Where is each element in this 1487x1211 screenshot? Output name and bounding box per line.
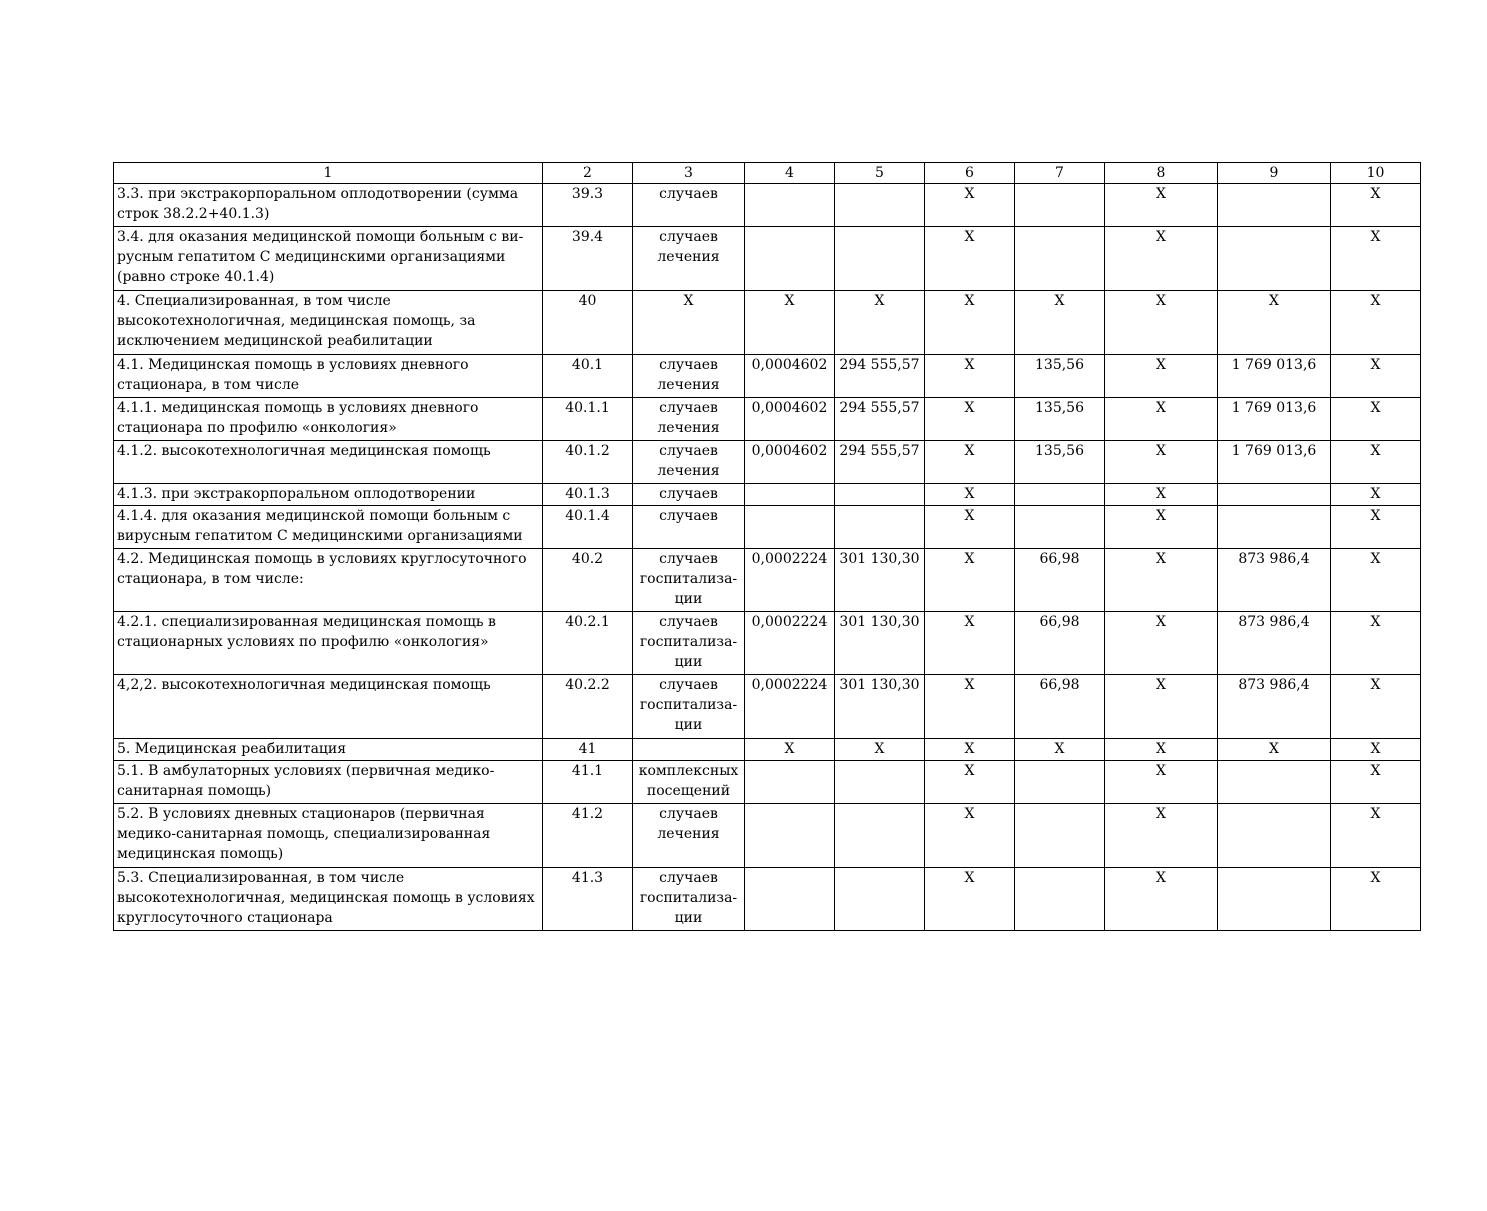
row-label-cell: 3.3. при экстракорпоральном оплодотворении (сумма строк 38.2.2+40.1.3) [114,184,543,227]
table-cell [1218,484,1331,506]
table-row [114,227,1421,291]
table-cell: Х [1218,739,1331,761]
table-cell: Х [1105,506,1218,549]
table-cell: 41.1 [543,761,633,804]
table-cell: 301 130,30 [835,612,925,675]
row-label-cell: 5. Медицинская реабилитация [114,739,543,761]
table-cell: Х [633,291,745,355]
table-cell: 40.2.1 [543,612,633,675]
table-cell: 0,0002224 [745,612,835,675]
table-cell: случаев лечения [633,804,745,868]
table-cell: Х [925,868,1015,931]
row-label-cell: 5.1. В амбулаторных условиях (первичная медико-санитарная помощь) [114,761,543,804]
table-cell [835,484,925,506]
table-cell [835,868,925,931]
row-label-cell: 4.2. Медицинская помощь в условиях круглосуточного стационара, в том числе: [114,549,543,612]
table-cell: случаев лечения [633,441,745,484]
table-row [114,355,1421,398]
table-cell: Х [1105,675,1218,739]
table-row [114,184,1421,227]
table-cell: случаев лечения [633,355,745,398]
table-cell: Х [1331,761,1421,804]
table-cell [745,868,835,931]
table-cell: Х [925,441,1015,484]
row-label-cell: 4.1.4. для оказания медицинской помощи больным с вирусным гепатитом С медицинскими организациями [114,506,543,549]
row-label-cell: 4,2,2. высокотехнологичная медицинская помощь [114,675,543,739]
table-cell: 301 130,30 [835,675,925,739]
table-cell [1015,804,1105,868]
table-cell: 41 [543,739,633,761]
table-cell: Х [925,549,1015,612]
table-cell [835,184,925,227]
table-cell: 1 769 013,6 [1218,398,1331,441]
table-cell: 135,56 [1015,441,1105,484]
table-cell: Х [1105,484,1218,506]
table-cell [745,484,835,506]
table-cell [1015,184,1105,227]
table-row [114,739,1421,761]
table-cell: случаев [633,506,745,549]
table-cell: Х [1105,355,1218,398]
table-cell: Х [1105,398,1218,441]
table-cell: 40.2.2 [543,675,633,739]
table-cell: Х [1331,355,1421,398]
table-cell: Х [745,739,835,761]
table-cell: Х [1331,549,1421,612]
table-cell [633,739,745,761]
table-cell: Х [1331,804,1421,868]
table-cell: случаев госпитализа-ции [633,675,745,739]
table-cell: 0,0004602 [745,398,835,441]
table-cell: Х [925,506,1015,549]
table-cell: 66,98 [1015,612,1105,675]
table-cell: Х [1331,484,1421,506]
table-cell: Х [925,291,1015,355]
table-cell [745,227,835,291]
table-cell: 135,56 [1015,398,1105,441]
table-cell [1015,868,1105,931]
table-cell: 0,0004602 [745,355,835,398]
table-cell: Х [925,227,1015,291]
table-cell: 40.1.4 [543,506,633,549]
table-cell: Х [1105,761,1218,804]
table-cell [1218,804,1331,868]
table-cell: Х [1331,612,1421,675]
table-cell: 294 555,57 [835,355,925,398]
table-row [114,398,1421,441]
table-cell: Х [1331,675,1421,739]
row-label-cell: 4.1. Медицинская помощь в условиях дневного стационара, в том числе [114,355,543,398]
table-cell [835,761,925,804]
table-cell: 873 986,4 [1218,549,1331,612]
table-cell: Х [1105,739,1218,761]
table-cell: 40 [543,291,633,355]
table-cell: Х [925,804,1015,868]
header-cell: 3 [633,163,745,184]
table-cell: Х [1105,184,1218,227]
table-cell: 40.1.1 [543,398,633,441]
table-cell [835,227,925,291]
table-cell: 0,0004602 [745,441,835,484]
table-cell: Х [1105,612,1218,675]
table-cell: Х [1218,291,1331,355]
table-row [114,484,1421,506]
header-cell: 9 [1218,163,1331,184]
table-cell: 66,98 [1015,675,1105,739]
table-cell: Х [745,291,835,355]
table-row [114,506,1421,549]
table-cell [745,184,835,227]
table-cell: Х [1331,398,1421,441]
table-row [114,675,1421,739]
table-cell: случаев [633,184,745,227]
table-cell: случаев госпитализа-ции [633,868,745,931]
header-cell: 7 [1015,163,1105,184]
table-cell: 135,56 [1015,355,1105,398]
table-cell [835,804,925,868]
table-cell [1015,227,1105,291]
row-label-cell: 3.4. для оказания медицинской помощи больным с ви-русным гепатитом С медицинскими организациями (равно строке 40.1.4) [114,227,543,291]
table-cell: Х [1015,739,1105,761]
table-cell [745,506,835,549]
table-row [114,804,1421,868]
table-cell [1218,184,1331,227]
table-cell: случаев госпитализа-ции [633,549,745,612]
table-cell: Х [1105,227,1218,291]
table-cell: Х [1331,227,1421,291]
table-cell: комплексных посещений [633,761,745,804]
table-cell: 294 555,57 [835,441,925,484]
header-cell: 6 [925,163,1015,184]
table-cell [1218,506,1331,549]
table-cell: Х [925,184,1015,227]
table-cell: Х [925,761,1015,804]
table-cell [1015,484,1105,506]
table-cell: 0,0002224 [745,675,835,739]
row-label-cell: 4.1.1. медицинская помощь в условиях дневного стационара по профилю «онкология» [114,398,543,441]
table-cell: Х [1331,868,1421,931]
table-row [114,549,1421,612]
table-cell: Х [925,675,1015,739]
table-cell: 39.3 [543,184,633,227]
table-cell: Х [1331,291,1421,355]
table-cell: 0,0002224 [745,549,835,612]
table-cell: Х [835,739,925,761]
table-cell: 40.1 [543,355,633,398]
table-cell: 1 769 013,6 [1218,441,1331,484]
table-cell: случаев лечения [633,398,745,441]
table-cell: 301 130,30 [835,549,925,612]
table-cell: Х [1015,291,1105,355]
table-cell: Х [925,484,1015,506]
table-row [114,761,1421,804]
header-cell: 1 [114,163,543,184]
header-cell: 4 [745,163,835,184]
table-cell [745,761,835,804]
table-cell: 873 986,4 [1218,612,1331,675]
table-cell: 40.1.2 [543,441,633,484]
table-cell: 39.4 [543,227,633,291]
table-cell: Х [925,355,1015,398]
table-cell: Х [925,398,1015,441]
header-cell: 10 [1331,163,1421,184]
table-cell [835,506,925,549]
table-cell: Х [1105,804,1218,868]
table-cell [1015,761,1105,804]
table-row [114,868,1421,931]
table-cell [1218,868,1331,931]
row-label-cell: 5.2. В условиях дневных стационаров (первичная медико-санитарная помощь, специализированная медицинская помощь) [114,804,543,868]
row-label-cell: 5.3. Специализированная, в том числе высокотехнологичная, медицинская помощь в условиях круглосуточного стационара [114,868,543,931]
table-cell: Х [925,739,1015,761]
data-table [113,162,1421,931]
header-cell: 8 [1105,163,1218,184]
row-label-cell: 4.1.2. высокотехнологичная медицинская помощь [114,441,543,484]
row-label-cell: 4.1.3. при экстракорпоральном оплодотворении [114,484,543,506]
table-cell: Х [1105,291,1218,355]
table-cell: 873 986,4 [1218,675,1331,739]
table-cell: случаев госпитализа-ции [633,612,745,675]
table-cell: случаев лечения [633,227,745,291]
table-row [114,291,1421,355]
table-cell: 66,98 [1015,549,1105,612]
table-row [114,612,1421,675]
row-label-cell: 4. Специализированная, в том числе высокотехнологичная, медицинская помощь, за исключением медицинской реабилитации [114,291,543,355]
table-cell: 41.3 [543,868,633,931]
table-cell: Х [1105,868,1218,931]
table-cell: Х [1331,506,1421,549]
table-cell: 40.2 [543,549,633,612]
table-cell: 41.2 [543,804,633,868]
table-header-row [114,163,1421,184]
table-cell [1218,227,1331,291]
table-row [114,441,1421,484]
table-cell: 40.1.3 [543,484,633,506]
header-cell: 2 [543,163,633,184]
table-cell: 294 555,57 [835,398,925,441]
table-cell [1015,506,1105,549]
table-cell [1218,761,1331,804]
table-cell: Х [1331,184,1421,227]
table-cell: 1 769 013,6 [1218,355,1331,398]
row-label-cell: 4.2.1. специализированная медицинская помощь в стационарных условиях по профилю «онкология» [114,612,543,675]
table-cell [745,804,835,868]
table-cell: Х [1105,549,1218,612]
table-cell: Х [835,291,925,355]
header-cell: 5 [835,163,925,184]
table-cell: Х [1331,441,1421,484]
table-cell: случаев [633,484,745,506]
table-cell: Х [1331,739,1421,761]
table-cell: Х [1105,441,1218,484]
table-cell: Х [925,612,1015,675]
